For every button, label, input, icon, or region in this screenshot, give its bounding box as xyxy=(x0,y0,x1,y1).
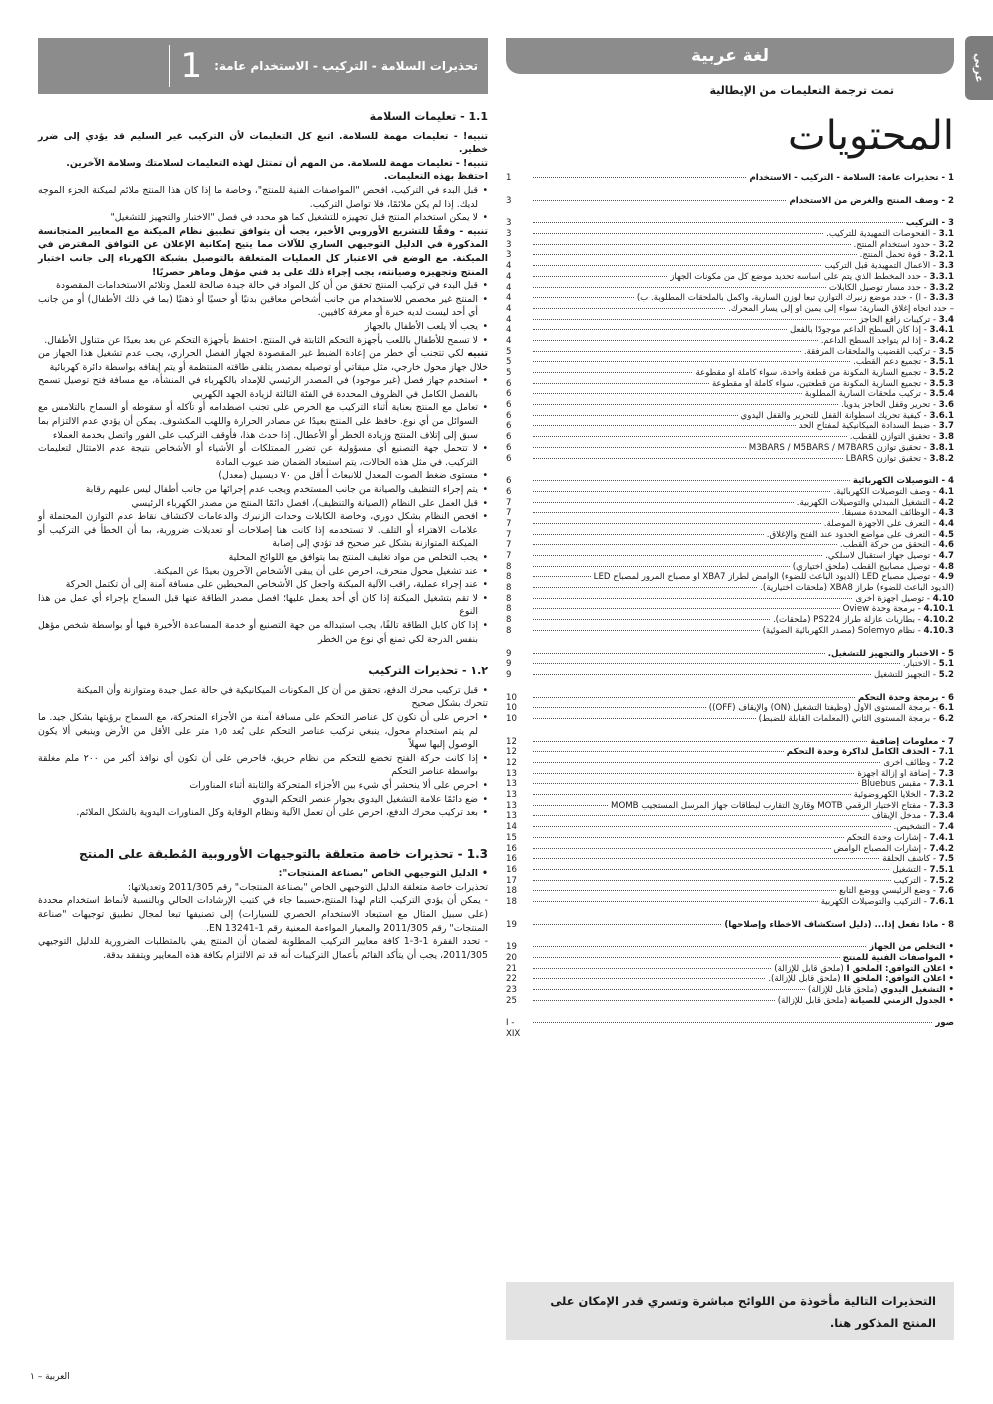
toc-page-number: 5 xyxy=(506,346,512,357)
toc-page-number: 1 xyxy=(506,173,512,183)
toc-page-number: 19 xyxy=(506,942,517,953)
toc-row xyxy=(506,615,954,626)
toc-label: 4 - التوصيلات الكهربائية xyxy=(852,476,954,487)
toc-page-number: 7 xyxy=(506,508,512,519)
toc-row xyxy=(506,974,954,985)
toc-page-number: 15 xyxy=(506,832,517,843)
paragraph: - يمكن أن يؤدي التركيب التام لهذا المنتج،حسبما جاء في كتيب الإرشادات الحالي وبالنسبة لأنماط استخدام محددة (على سبيل المثال مع استبعاد الاستخدام الحصري للسيارات) إلى تصنيفها تبعا لمجال تطبيق توجيهات "صناعة المنتجات" رقم 2011/305 والمعيار المواءمة المعنية رقم EN 13241-1. xyxy=(38,895,488,934)
toc-row xyxy=(506,540,954,551)
toc-page-number: 8 xyxy=(506,615,512,626)
section-header xyxy=(38,38,488,94)
toc-row xyxy=(506,336,954,347)
text-column xyxy=(38,38,488,962)
toc-page-number: 12 xyxy=(506,736,517,747)
toc-row xyxy=(506,865,954,876)
toc-row xyxy=(506,519,954,530)
toc-row xyxy=(506,811,954,822)
toc-label: 7 - معلومات إضافية xyxy=(870,736,954,747)
toc-page-number: 16 xyxy=(506,864,517,875)
toc-page-number: 8 xyxy=(506,572,512,583)
list-item: • مستوى ضغط الصوت المعدل للانبعاث أ أقل من ٧٠ ديسيبل (معدل) xyxy=(38,469,488,483)
toc-row xyxy=(506,261,954,272)
toc-label: 3 - التركيب xyxy=(905,218,954,229)
toc-row xyxy=(506,572,954,583)
toc-row xyxy=(506,833,954,844)
toc-row xyxy=(506,854,954,865)
translation-note: تمت ترجمة التعليمات من الإيطالية xyxy=(709,84,894,97)
toc-label: 2 - وصف المنتج والغرض من الاستخدام xyxy=(789,195,954,206)
toc-label: 7.1 - الحذف الكامل لذاكرة وحدة التحكم xyxy=(786,747,954,758)
toc-row xyxy=(506,737,954,748)
toc-page-number: 4 xyxy=(506,303,512,314)
list-item: • عند تشغيل محول منحرف، احرص على أن يبقى الأشخاص الآخرون بعيدًا عن الميكنة. xyxy=(38,565,488,579)
toc-page-number: 8 xyxy=(506,625,512,636)
toc-row xyxy=(506,508,954,519)
toc-page-number: 3 xyxy=(506,218,512,229)
toc-row xyxy=(506,985,954,996)
list-item: • احرص على أن تكون كل عناصر التحكم على مسافة آمنة من الأجزاء المتحركة، مع السماح برؤيتها بشكل جيد. ما لم يتم استخدام محول، ينبغي تركيب عناصر التحكم على بُعد ١٫٥ متر على الأقل من الأرض وينبغي ألا يكون الوصول إليها سهلاً xyxy=(38,711,488,752)
warning: احتفظ بهذه التعليمات. xyxy=(383,171,488,183)
toc-label: 1 - تحذيرات عامة: السلامة - التركيب - الاستخدام xyxy=(749,173,954,183)
list-item: • تعامل مع المنتج بعناية أثناء التركيب مع الحرص على تجنب اصطدامه أو تآكله أو سقوطه أو السماح بالتلامس مع السوائل من أي نوع. حافظ على المنتج بعيدًا عن مصادر الحرارة واللهب المكشوف. يمكن أن يؤدي عدم الالتزام بما سبق إلى إتلاف المنتج وزيادة الخطر أو الأعطال. إذا حدث هذا، فأوقف التركيب على الفور واتصل بخدمة العملاء xyxy=(38,401,488,442)
toc-label: 5 - الاختبار والتجهيز للتشغيل. xyxy=(827,648,954,659)
toc-row xyxy=(506,886,954,897)
toc-label: 4.5 - التعرف على مواضع الحدود عند الفتح والإغلاق. xyxy=(766,529,954,540)
toc-label: 3.5.4 - تركيب ملحقات السارية المطلوبة xyxy=(804,389,954,400)
toc-label: • التشغيل اليدوي (ملحق قابل للإزالة) xyxy=(808,985,954,996)
toc-page-number: 7 xyxy=(506,551,512,561)
toc-row xyxy=(506,790,954,801)
toc-row xyxy=(506,769,954,780)
toc-row xyxy=(506,758,954,769)
toc-label: 4.1 - وصف التوصيلات الكهربائية. xyxy=(833,486,954,497)
toc-page-number: 9 xyxy=(506,659,512,670)
toc-page-number: 8 xyxy=(506,593,512,604)
toc-page-number: 17 xyxy=(506,875,517,886)
toc-label: 3.8.2 - تحقيق توازن LBARS xyxy=(845,453,954,464)
list-item: • استخدم جهاز فصل (غير موجود) في المصدر الرئيسي للإمداد بالكهرباء في المنشأة، مع مسافة فتح توصيل تسمح بالفصل الكامل في الظروف المحددة في الفئة الثالثة لزيادة الجهد الكهربي xyxy=(38,374,488,401)
toc-row xyxy=(506,368,954,379)
toc-row xyxy=(506,315,954,326)
list-item: • إذا كانت حركة الفتح تخضع للتحكم من نظام حريق، فاحرص على أن تكون أي نوافذ أكبر من ٢٠٠ ملم مغلقة بواسطة عناصر التحكم xyxy=(38,752,488,779)
table-of-contents xyxy=(506,173,954,1040)
toc-page-number: 13 xyxy=(506,768,517,779)
toc-label: 3.3.3 - أ) - حدد موضع زنبرك التوازن تبعاً لوزن السارية، وأكمل بالملحقات المطلوبة. ب) xyxy=(636,293,954,304)
toc-label: 3.7 - ضبط السدادة الميكانيكية لمفتاح الحد xyxy=(798,421,954,432)
list-item: • لا تسمح للأطفال باللعب بأجهزة التحكم الثابتة في المنتج. احتفظ بأجهزة التحكم عن بعد بعيدًا عن متناول الأطفال. xyxy=(38,334,488,348)
toc-row xyxy=(506,562,954,573)
toc-page-number: 3 xyxy=(506,229,512,240)
toc-page-number: 6 xyxy=(506,410,512,421)
toc-label: 3.2 - حدود استخدام المنتج. xyxy=(853,239,954,250)
toc-row xyxy=(506,703,954,714)
toc-label: • المواصفات الفنية للمنتج xyxy=(842,953,954,963)
toc-row xyxy=(506,304,954,315)
toc-label: 3.4.2 - إذا لم يتواجد السطح الداعم. xyxy=(820,335,954,346)
toc-row xyxy=(506,953,954,964)
toc-label: 5.1 - الاختبار. xyxy=(902,659,954,670)
toc-row xyxy=(506,920,954,931)
toc-label: 3.5.3 - تجميع السارية المكونة من قطعتين، سواء كاملة أو مقطوعة xyxy=(711,378,954,389)
toc-label: (الديود الباعث للضوء) طراز XBA8 (ملحقات اختيارية). xyxy=(760,583,954,594)
toc-label: 4.7 - توصيل جهاز استقبال لاسلكي. xyxy=(825,551,954,561)
toc-label: 7.4 - التشخيص. xyxy=(893,822,954,833)
toc-row xyxy=(506,283,954,294)
contents-column xyxy=(506,38,954,1040)
toc-label: • التخلص من الجهاز xyxy=(869,942,954,953)
list-item: • المنتج غير مخصص للاستخدام من جانب أشخاص معاقين بدنيًا أو حسيًا أو ذهنيًا (بما في ذلك الأطفال) أو من جانب أي أحد ليست لديه خبرة أو معرفة كافيين. xyxy=(38,293,488,320)
toc-row xyxy=(506,594,954,605)
list-item: • يجب التخلص من مواد تغليف المنتج بما يتوافق مع اللوائح المحلية xyxy=(38,551,488,565)
toc-page-number: 9 xyxy=(506,669,512,680)
toc-page-number: 4 xyxy=(506,261,512,272)
toc-label: 3.2.1 - قوة تحمل المنتج. xyxy=(859,250,954,261)
toc-row xyxy=(506,357,954,368)
toc-label: 3.5.2 - تجميع السارية المكونة من قطعة واحدة، سواء كاملة أو مقطوعة xyxy=(695,368,954,378)
toc-label: 3.3.1 - حدد المخطط الذي يتم على أساسه تحديد موضع كل من مكونات الجهاز xyxy=(670,271,954,282)
toc-page-number: 7 xyxy=(506,540,512,551)
toc-row xyxy=(506,844,954,855)
toc-label: 7.6 - وضع الرئيسي ووضع التابع xyxy=(839,886,954,897)
toc-page-number: 5 xyxy=(506,357,512,368)
toc-page-number: 6 xyxy=(506,378,512,389)
toc-page-number: 12 xyxy=(506,758,517,768)
toc-page-number: 8 xyxy=(506,604,512,615)
toc-page-number: 6 xyxy=(506,400,512,411)
toc-row xyxy=(506,498,954,509)
toc-label: 7.3 - إضافة أو إزالة أجهزة xyxy=(857,768,954,779)
toc-page-number: 6 xyxy=(506,432,512,443)
toc-row xyxy=(506,229,954,240)
toc-page-number: 18 xyxy=(506,886,517,897)
list-item: • قبل العمل على النظام (الصيانة والتنظيف)، افصل دائمًا المنتج من مصدر الكهرباء الرئيسي xyxy=(38,497,488,511)
toc-label: 4.8 - توصيل مصابيح القطب (ملحق اختياري) xyxy=(792,561,954,572)
paragraph: - تحدد الفقرة 1-3-1 كافة معايير التركيب المطلوبة لضمان أن المنتج يفي بالمتطلبات الضرورية للدليل التوجيهي 2011/305، يجب أن يتأكد القائم بأعمال التركيبات أنه قد تم الالتزام بكافة هذه المعايير ويتفقد بدقة. xyxy=(38,936,488,961)
toc-row xyxy=(506,822,954,833)
paragraph: تحذيرات خاصة متعلقة الدليل التوجيهي الخاص "بصناعة المنتجات" رقم 2011/305 وتعديلاتها: xyxy=(127,881,488,893)
toc-page-number: 9 xyxy=(506,648,512,659)
warning: تنبيه! - تعليمات مهمة للسلامة. من المهم أن تمتثل لهذه التعليمات لسلامتك وسلامة الآخرين. xyxy=(66,157,488,169)
toc-page-number: 23 xyxy=(506,985,517,996)
toc-row xyxy=(506,649,954,660)
warning: تنبيه لكي تتجنب أي خطر من إعادة الضبط غير المقصودة لجهاز الفصل الحراري، يجب عدم تشغيل هذا الجهاز من خلال جهاز محول خارجي، مثل ميقاتي أو توصيله بمصدر يتلقى طاقته المنتظمة أو يتم إيقافه بواسطة دائرة كهربائية xyxy=(38,348,488,373)
list-item: • قبل تركيب محرك الدفع، تحقق من أن كل المكونات الميكانيكية في حالة عمل جيدة ومتوازنة وأن الميكنة xyxy=(38,684,488,698)
list-item: • ضع دائمًا علامة التشغيل اليدوي بجوار عنصر التحكم اليدوي xyxy=(38,793,488,807)
toc-label: 5.2 - التجهيز للتشغيل xyxy=(874,669,954,680)
toc-page-number: 4 xyxy=(506,335,512,346)
toc-page-number: 12 xyxy=(506,747,517,758)
section-number: 1 xyxy=(169,45,214,87)
toc-row xyxy=(506,747,954,758)
toc-row xyxy=(506,400,954,411)
toc-label: 7.2 - وظائف أخرى xyxy=(883,758,954,768)
toc-label: 3.3 - الأعمال التمهيدية قبل التركيب xyxy=(824,261,954,272)
toc-label: 3.6 - تحرير وقفل الحاجز يدوياً. xyxy=(841,400,954,411)
toc-page-number: 8 xyxy=(506,583,512,594)
list-item: • يتم إجراء التنظيف والصيانة من جانب المستخدم ويجب عدم إجرائها من جانب أطفال ليس عليهم رقابة xyxy=(38,483,488,497)
list-item: • لا يمكن استخدام المنتج قبل تجهيزه للتشغيل كما هو محدد في فصل "الاختبار والتجهيز للتشغيل" xyxy=(38,211,488,225)
warning: تنبيه - وفقًا للتشريع الأوروبي الأخير، يجب أن يتوافق تطبيق نظام الميكنة مع المعايير المتجانسة المذكورة في الدليل التوجيهي الساري للآلات مما يتيح إمكانية الإعلان عن التوافق المفترض في الميكنة. مع الوضع في الاعتبار كل العمليات المتعلقة بالتوصيل بشبكة الكهرباء إلى جانب اختبار المنتج وتجهيزه وصيانته، يجب إجراء ذلك على يد فني مؤهل وماهر حصريًا! xyxy=(38,225,488,278)
list-item: • إذا كان كابل الطاقة تالفًا، يجب استبداله من جهة التصنيع أو خدمة المساعدة الأخيرة فيها أو بواسطة شخص مؤهل بنفس الدرجة لكي تمنع أي نوع من الخطر xyxy=(38,619,488,646)
toc-label: 6.1 - برمجة المستوى الأول (وظيفتا التشغيل (ON) والإيقاف (OFF)) xyxy=(708,703,954,714)
toc-label: 4.6 - التحقق من حركة القطب. xyxy=(839,540,954,551)
toc-page-number: 18 xyxy=(506,896,517,907)
toc-row xyxy=(506,876,954,887)
list-item: • الدليل التوجيهي الخاص "بصناعة المنتجات": xyxy=(38,867,488,881)
toc-page-number: 13 xyxy=(506,779,517,790)
regulations-note: التحذيرات التالية مأخوذة من اللوائح مباشرة وتسري قدر الإمكان على المنتج المذكور هنا. xyxy=(506,1282,954,1340)
toc-page-number: 7 xyxy=(506,529,512,540)
toc-row xyxy=(506,1018,954,1040)
toc-label: – حدد اتجاه إغلاق السارية: سواء إلى يمين أو إلى يسار المحرك. xyxy=(728,303,954,314)
toc-label: 6 - برمجة وحدة التحكم xyxy=(857,692,954,703)
toc-label: 4.10.1 - برمجة وحدة Oview xyxy=(842,604,954,615)
toc-page-number: 6 xyxy=(506,389,512,400)
toc-page-number: 6 xyxy=(506,442,512,453)
toc-page-number: 4 xyxy=(506,271,512,282)
toc-page-number: 25 xyxy=(506,995,517,1006)
toc-label: 3.8.1 - تحقيق توازن M3BARS / M5BARS / M7BARS xyxy=(748,442,954,453)
toc-label: 7.4.1 - إشارات وحدة التحكم xyxy=(846,832,954,843)
list-item: • لا تقم بتشغيل الميكنة إذا كان أي أحد يعمل عليها؛ افصل مصدر الطاقة عنها قبل السماح بإجراء أي عمل من هذا النوع xyxy=(38,592,488,619)
toc-label: 7.3.2 - الخلايا الكهروضوئية xyxy=(853,790,954,801)
toc-row xyxy=(506,250,954,261)
section-body xyxy=(38,110,488,962)
toc-page-number: 6 xyxy=(506,453,512,464)
toc-row xyxy=(506,626,954,637)
toc-page-number: 3 xyxy=(506,250,512,261)
list-item: • بعد تركيب محرك الدفع، احرص على أن تعمل الآلية ونظام الوقاية وكل المناورات اليدوية بالشكل الملائم. xyxy=(38,806,488,820)
toc-row xyxy=(506,240,954,251)
toc-row xyxy=(506,389,954,400)
toc-page-number: 10 xyxy=(506,713,517,724)
toc-page-number: 13 xyxy=(506,790,517,801)
list-item: • افحص النظام بشكل دوري، وخاصة الكابلات وحدات الزنبرك والدعامات لاكتشاف نقاط عدم التوازن المحتملة أو علامات الاهتراء أو التلف. لا تستخدمه إذا كانت هنا إصلاحات أو تعديلات ضرورية، بما أن الخطأ في التركيب أو الميكنة المتوازنة بشكل غير صحيح قد تؤدي إلى إصابة xyxy=(38,510,488,551)
toc-label: 3.3.2 - حدد مسار توصيل الكابلات xyxy=(828,282,954,293)
toc-page-number: 13 xyxy=(506,811,517,822)
toc-label: • اعلان التوافق: الملحق I (ملحق قابل للإزالة) xyxy=(774,963,954,974)
list-item: • عند إجراء عملية، راقب الآلية الميكنة واجعل كل الأشخاص المحيطين على مسافة آمنة إلى أن تكتمل الحركة xyxy=(38,578,488,592)
toc-row xyxy=(506,670,954,681)
toc-row xyxy=(506,897,954,908)
toc-label: • اعلان التوافق: الملحق II (ملحق قابل للإزالة). xyxy=(768,974,954,985)
toc-row xyxy=(506,432,954,443)
toc-label: 4.2 - التشغيل المبدئي والتوصيلات الكهربية. xyxy=(796,497,954,508)
toc-row xyxy=(506,293,954,304)
toc-row xyxy=(506,551,954,562)
toc-label: 4.9 - توصيل مصباح LED (الديود الباعث للضوء) الوامض لطراز XBA7 أو مصباح المرور لمصباح LED xyxy=(593,572,954,583)
toc-page-number: 16 xyxy=(506,843,517,854)
toc-page-number: 8 xyxy=(506,561,512,572)
toc-row xyxy=(506,272,954,283)
toc-page-number: 4 xyxy=(506,282,512,293)
toc-label: 4.10 - توصيل أجهزة أخرى xyxy=(855,593,954,604)
toc-page-number: 4 xyxy=(506,325,512,336)
toc-label: 4.3 - الوظائف المحددة مسبقاً. xyxy=(841,508,954,519)
toc-label: 7.3.4 - مدخل الإيقاف xyxy=(871,811,954,822)
toc-row xyxy=(506,693,954,704)
toc-page-number: 21 xyxy=(506,963,517,974)
toc-row xyxy=(506,379,954,390)
toc-label: 8 - ماذا تفعل إذا... (دليل استكشاف الأخطاء وإصلاحها) xyxy=(724,919,954,930)
toc-label: 7.5 - كاشف الحلقة xyxy=(882,854,954,865)
list-item: • قبل البدء في تركيب المنتج تحقق من أن كل المواد في حالة جيدة صالحة للعمل وتلائم الاستخدامات المقصودة xyxy=(38,279,488,293)
toc-row xyxy=(506,411,954,422)
toc-label: 7.6.1 - التركيب والتوصيلات الكهربية xyxy=(820,896,954,907)
toc-label: 3.1 - الفحوصات التمهيدية للتركيب. xyxy=(826,229,954,240)
contents-title: المحتويات xyxy=(788,113,954,159)
heading-1-1: 1.1 - تعليمات السلامة xyxy=(369,110,488,123)
toc-label: 7.5.1 - التشغيل xyxy=(892,864,954,875)
toc-page-number: 6 xyxy=(506,476,512,487)
list-item: • لا تتحمل جهة التصنيع أي مسؤولية عن تضرر الممتلكات أو الأشياء أو الأشخاص نتيجة عدم الامتثال لتعليمات التركيب. في مثل هذه الحالات، يتم استبعاد الضمان ضد عيوب المادة xyxy=(38,442,488,469)
toc-label: 3.5.1 - تجميع دعم القطب. xyxy=(853,357,954,368)
toc-label: 4.10.2 - بطاريات عازلة طراز PS224 (ملحقات). xyxy=(772,615,954,626)
list-item: • قبل البدء في التركيب، افحص "المواصفات الفنية للمنتج"، وخاصة ما إذا كان هذا المنتج ملائم لميكنة الجزء الموجه لديك. إذا لم يكن ملائمًا، فلا تواصل التركيب. xyxy=(38,184,488,211)
toc-row xyxy=(506,714,954,725)
toc-row xyxy=(506,779,954,790)
toc-page-number: 10 xyxy=(506,703,517,714)
paragraph: تتحرك بشكل صحيح xyxy=(411,698,488,710)
list-item: • احرص على ألا ينحشر أي شيء بين الأجزاء المتحركة والثابتة أثناء المناورات xyxy=(38,779,488,793)
toc-page-number: 5 xyxy=(506,368,512,378)
toc-row xyxy=(506,530,954,541)
toc-label: 4.4 - التعرف على الأجهزة الموصلة. xyxy=(823,518,954,529)
toc-page-number: 7 xyxy=(506,497,512,508)
toc-row xyxy=(506,659,954,670)
toc-label: 3.5 - تركيب القضيب والملحقات المرفقة. xyxy=(803,346,954,357)
toc-label: 7.4.2 - إشارات المصباح الوامض xyxy=(833,843,954,854)
toc-label: 7.3.1 - مقبس Bluebus xyxy=(861,779,954,790)
toc-label: صور xyxy=(935,1018,954,1029)
toc-page-number: I - XIX xyxy=(506,1018,521,1040)
toc-label: 3.4 - تركيبات رافع الحاجز xyxy=(859,314,954,325)
toc-row xyxy=(506,476,954,487)
toc-label: • الجدول الزمني للصيانة (ملحق قابل للإزالة) xyxy=(777,995,954,1006)
toc-label: 3.6.1 - كيفية تحريك اسطوانة القفل للتحرير والقفل اليدوي xyxy=(740,410,954,421)
toc-page-number: 6 xyxy=(506,421,512,432)
toc-label: 4.10.3 - نظام Solemyo (مصدر الكهربائية الضوئية) xyxy=(762,625,954,636)
heading-1-2: ١.٢ - تحذيرات التركيب xyxy=(368,664,488,678)
toc-row xyxy=(506,942,954,953)
toc-page-number: 19 xyxy=(506,919,517,930)
toc-page-number: 7 xyxy=(506,518,512,529)
toc-page-number: 10 xyxy=(506,692,517,703)
toc-label: 3.4.1 - إذا كان السطح الداعم موجودًا بالفعل xyxy=(790,325,954,336)
list-item: • يجب ألا يلعب الأطفال بالجهاز xyxy=(38,320,488,334)
toc-row xyxy=(506,996,954,1007)
toc-page-number: 16 xyxy=(506,854,517,865)
toc-row xyxy=(506,443,954,454)
toc-page-number: 4 xyxy=(506,293,512,304)
toc-row xyxy=(506,583,954,594)
section-title: تحذيرات السلامة - التركيب - الاستخدام عامة: xyxy=(214,59,478,73)
toc-row xyxy=(506,325,954,336)
toc-row xyxy=(506,801,954,812)
toc-page-number: 14 xyxy=(506,822,517,833)
toc-page-number: 6 xyxy=(506,486,512,497)
toc-page-number: 3 xyxy=(506,239,512,250)
toc-row xyxy=(506,218,954,229)
toc-label: 7.5.2 - التركيب xyxy=(893,875,954,886)
page-footer: العربية – ١ xyxy=(30,1372,70,1382)
toc-page-number: 22 xyxy=(506,974,517,985)
toc-label: 3.8 - تحقيق التوازن للقطب. xyxy=(849,432,954,443)
toc-label: 6.2 - برمجة المستوى الثاني (المعلمات القابلة للضبط) xyxy=(758,713,954,724)
toc-row xyxy=(506,196,954,207)
toc-page-number: 13 xyxy=(506,800,517,811)
toc-page-number: 20 xyxy=(506,953,517,963)
toc-row xyxy=(506,421,954,432)
toc-page-number: 3 xyxy=(506,195,512,206)
toc-row xyxy=(506,604,954,615)
language-banner: لغة عربية xyxy=(506,38,954,74)
heading-1-3: 1.3 - تحذيرات خاصة متعلقة بالتوجيهات الأوروبية المُطبقة على المنتج xyxy=(78,846,488,861)
toc-row xyxy=(506,487,954,498)
toc-row xyxy=(506,173,954,184)
toc-row xyxy=(506,454,954,465)
toc-page-number: 4 xyxy=(506,314,512,325)
toc-label: 7.3.3 - مفتاح الاختيار الرقمي MOTB وقارئ التقارب لبطاقات جهاز المرسل المستجيب MOMB xyxy=(611,800,954,811)
toc-row xyxy=(506,964,954,975)
warning: تنبيه! - تعليمات مهمة للسلامة. اتبع كل التعليمات لأن التركيب غير السليم قد يؤدي إلى ضرر خطير. xyxy=(38,130,488,156)
toc-row xyxy=(506,347,954,358)
language-side-tab: عربي xyxy=(965,36,993,100)
